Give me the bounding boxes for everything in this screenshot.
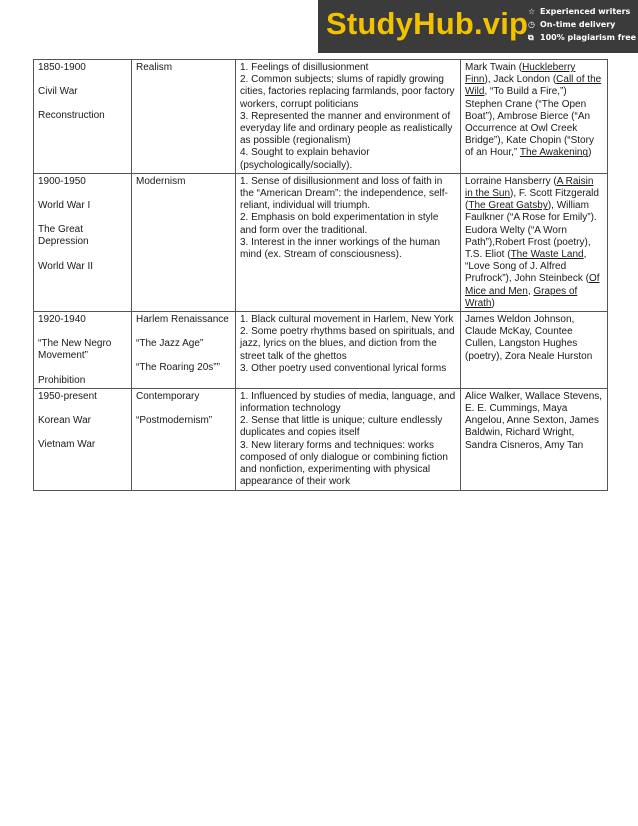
period-cell	[34, 388, 132, 490]
period-entry: World War II	[38, 260, 94, 272]
spacer	[38, 188, 127, 200]
authors-cell: Alice Walker, Wallace Stevens, E. E. Cummings, Maya Angelou, Anne Sexton, James Baldwin, Richard Wright, Sandra Cisneros, Amy Tan	[461, 388, 608, 490]
feature-item: 2. Sense that little is unique; culture endlessly duplicates and copies itself	[240, 415, 443, 439]
movement-cell	[132, 388, 236, 490]
spacer	[136, 350, 231, 362]
period-entry: Korean War	[38, 415, 91, 427]
spacer	[38, 249, 127, 261]
badge-text: 100% plagiarism free	[540, 33, 637, 42]
period-entry: World War I	[38, 200, 91, 212]
feature-item: 3. Represented the manner and environment of everyday life and ordinary people as realistically as possible (regionalism)	[240, 110, 453, 147]
period-entry: Reconstruction	[38, 110, 105, 122]
feature-item: 4. Sought to explain behavior (psychologically/socially).	[240, 147, 370, 171]
literary-periods-table	[33, 59, 608, 491]
movement-entry: Modernism	[136, 175, 186, 187]
period-cell	[34, 60, 132, 174]
period-entry: 1900-1950	[38, 175, 86, 187]
feature-badges	[528, 5, 636, 44]
badge-text: On-time delivery	[540, 20, 616, 29]
table-body	[34, 60, 608, 491]
studyhub-logo: StudyHub.vip	[326, 6, 529, 41]
copy-icon: ⧉	[528, 33, 534, 42]
spacer	[38, 74, 127, 86]
badge-plagiarism	[528, 31, 636, 44]
feature-item: 2. Common subjects; slums of rapidly growing cities, factories replacing farmlands, poor factory workers, corrupt politicians	[240, 74, 455, 110]
movement-entry: “The Roaring 20s””	[136, 362, 220, 374]
spacer	[38, 98, 127, 110]
table-row	[34, 388, 608, 490]
period-entry: The Great Depression	[38, 224, 89, 248]
feature-item: 1. Feelings of disillusionment	[240, 62, 369, 73]
movement-cell	[132, 312, 236, 389]
table-row	[34, 312, 608, 389]
features-cell	[236, 60, 461, 174]
period-entry: Vietnam War	[38, 439, 96, 451]
table-row	[34, 173, 608, 311]
feature-item: 3. Interest in the inner workings of the human mind (ex. Stream of consciousness).	[240, 236, 441, 261]
feature-item: 2. Emphasis on bold experimentation in style and form over the traditional.	[240, 212, 439, 236]
badge-experienced	[528, 5, 636, 18]
feature-item: 2. Some poetry rhythms based on spirituals, and jazz, lyrics on the blues, and diction from the street talk of the ghettos	[240, 326, 455, 362]
period-entry: 1850-1900	[38, 62, 86, 73]
badge-text: Experienced writers	[540, 7, 631, 16]
period-entry: “The New Negro Movement”	[38, 338, 112, 362]
spacer	[38, 427, 127, 439]
period-entry: 1920-1940	[38, 314, 86, 326]
table-row	[34, 60, 608, 174]
feature-item: 3. New literary forms and techniques: works composed of only dialogue or combining fiction and nonfiction, experimenting with physical appearance of their work	[240, 439, 448, 488]
clock-icon: ◷	[528, 20, 535, 29]
movement-entry: Realism	[136, 62, 173, 73]
movement-entry: Harlem Renaissance	[136, 314, 229, 326]
feature-item: 1. Sense of disillusionment and loss of faith in the “American Dream”: the independence, self-reliant, individual will triumph.	[240, 175, 448, 212]
authors-cell: James Weldon Johnson, Claude McKay, Countee Cullen, Langston Hughes (poetry), Zora Neale Hurston	[461, 312, 608, 389]
period-entry: Prohibition	[38, 374, 86, 386]
features-cell	[236, 388, 461, 490]
spacer	[38, 363, 127, 375]
spacer	[38, 326, 127, 338]
movement-entry: Contemporary	[136, 390, 200, 402]
feature-item: 1. Black cultural movement in Harlem, New York	[240, 314, 454, 326]
feature-item: 3. Other poetry used conventional lyrical forms	[240, 362, 447, 374]
movement-cell	[132, 60, 236, 174]
period-cell	[34, 312, 132, 389]
period-entry: Civil War	[38, 86, 78, 98]
features-cell	[236, 173, 461, 311]
movement-entry: “Postmodernism”	[136, 415, 213, 427]
studyhub-banner[interactable]	[318, 0, 638, 53]
spacer	[136, 403, 231, 415]
spacer	[38, 212, 127, 224]
feature-item: 1. Influenced by studies of media, language, and information technology	[240, 390, 456, 415]
features-cell	[236, 312, 461, 389]
badge-on-time	[528, 18, 636, 31]
spacer	[136, 326, 231, 338]
star-icon: ☆	[528, 7, 536, 16]
authors-cell: Lorraine Hansberry (A Raisin in the Sun), F. Scott Fitzgerald (The Great Gatsby), William Faulkner (“A Rose for Emily”). Eudora Welty (“A Worn Path”),Robert Frost (poetry), T.S. Eliot (The Waste Land, “Love Song of J. Alfred Prufrock”), John Steinbeck (Of Mice and Men, Grapes of Wrath)	[461, 173, 608, 311]
movement-entry: “The Jazz Age”	[136, 338, 204, 350]
spacer	[38, 403, 127, 415]
authors-cell: Mark Twain (Huckleberry Finn), Jack London (Call of the Wild, “To Build a Fire,”) Stephen Crane (“The Open Boat”), Ambrose Bierce (“An Occurrence at Owl Creek Bridge”), Kate Chopin (“Story of an Hour,” The Awakening)	[461, 60, 608, 174]
period-cell	[34, 173, 132, 311]
period-entry: 1950-present	[38, 390, 97, 402]
movement-cell	[132, 173, 236, 311]
